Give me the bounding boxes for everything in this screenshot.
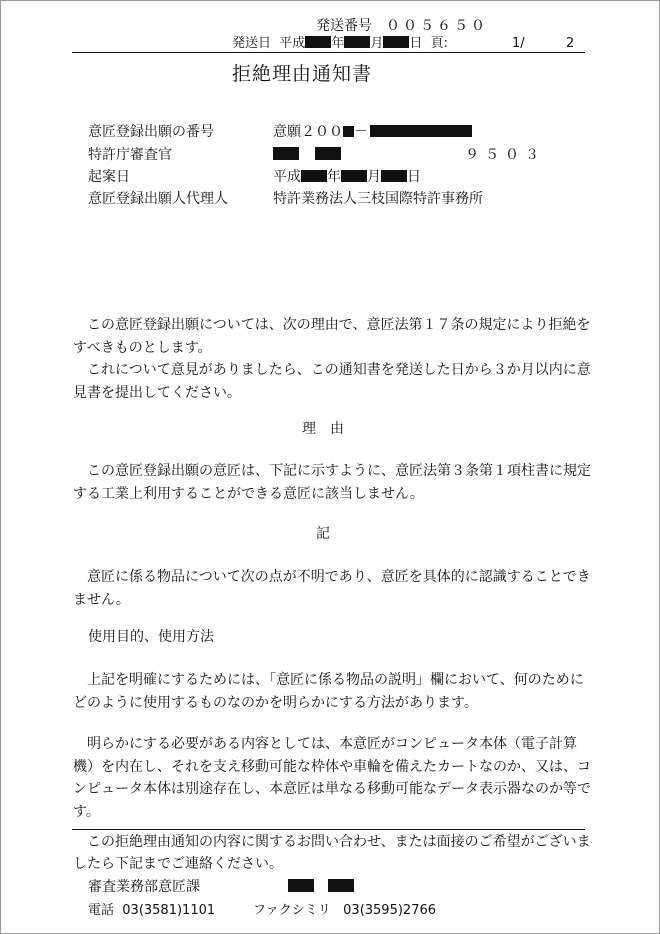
- fax-line: [253, 903, 436, 918]
- note-heading: 記: [316, 526, 330, 542]
- year-unit: 年: [331, 36, 345, 51]
- dispatch-era: 平成: [279, 36, 306, 51]
- application-number-value: [273, 124, 472, 140]
- redacted-application-serial: [370, 125, 472, 137]
- dispatch-date-line: [232, 36, 448, 51]
- contact-section: [73, 831, 593, 875]
- application-number-dash: －: [354, 124, 368, 140]
- redacted-examiner-given-name: [315, 147, 341, 160]
- dispatch-date-label: 発送日: [232, 36, 272, 51]
- redacted-examiner-surname: [273, 147, 299, 160]
- examiner-name: [273, 147, 341, 163]
- redacted-year: [305, 36, 331, 48]
- intro-paragraph-2: これについて意見がありましたら、この通知書を発送した日から３か月以内に意見書を提出してください。: [73, 362, 591, 401]
- phone-number: 03(3581)1101: [122, 903, 216, 918]
- month-unit: 月: [370, 36, 384, 51]
- page-current: 1/: [512, 36, 525, 51]
- redacted-application-year: [343, 126, 354, 137]
- intro-paragraph-1: この意匠登録出願については、次の理由で、意匠法第１７条の規定により拒絶をすべきものとします。: [73, 317, 591, 356]
- drafting-date-value: [273, 169, 421, 185]
- department-name: 審査業務部意匠課: [88, 879, 200, 895]
- phone-line: [88, 903, 215, 918]
- page-label: 頁:: [430, 36, 448, 51]
- fax-number: 03(3595)2766: [343, 903, 437, 918]
- application-number-prefix: 意願２００: [273, 124, 343, 140]
- contact-text: この拒絶理由通知の内容に関するお問い合わせ、または面接のご希望がございましたら下記までご連絡ください。: [73, 834, 591, 872]
- note-paragraph: 意匠に係る物品について次の点が不明であり、意匠を具体的に認識することできません。: [73, 569, 591, 608]
- dispatch-number: ００５６５０: [386, 18, 488, 34]
- footer-rule: [72, 829, 585, 830]
- drafting-date-label: 起案日: [88, 169, 130, 185]
- note-section: [73, 566, 593, 611]
- fax-label: ファクシミリ: [253, 903, 331, 918]
- redacted-month: [344, 36, 370, 48]
- reason-heading: 理 由: [302, 421, 344, 437]
- redacted-contact-surname: [288, 879, 314, 892]
- examiner-code: ９５０３: [465, 147, 545, 163]
- agent-value: 特許業務法人三枝国際特許事務所: [273, 191, 483, 207]
- drafting-day-unit: 日: [407, 169, 421, 185]
- detail-section-2: [73, 733, 593, 823]
- redacted-day: [383, 36, 409, 48]
- contact-person: [288, 879, 354, 895]
- reason-paragraph: この意匠登録出願の意匠は、下記に示すように、意匠法第３条第１項柱書に規定する工業上利用することができる意匠に該当しません。: [73, 463, 591, 502]
- header-rule: [72, 52, 585, 53]
- application-number-label: 意匠登録出願の番号: [88, 124, 214, 140]
- dispatch-number-line: [316, 18, 488, 34]
- agent-label: 意匠登録出願人代理人: [88, 191, 228, 207]
- drafting-era: 平成: [273, 169, 301, 185]
- redacted-contact-given-name: [328, 879, 354, 892]
- examiner-label: 特許庁審査官: [88, 147, 172, 163]
- redacted-drafting-year: [301, 170, 327, 182]
- drafting-year-unit: 年: [327, 169, 341, 185]
- day-unit: 日: [409, 36, 423, 51]
- phone-label: 電話: [88, 903, 115, 918]
- detail-paragraph-1: 上記を明確にするためには、「意匠に係る物品の説明」欄において、何のためにどのように使用するものなのかを明らかにする方法があります。: [73, 672, 584, 711]
- redacted-drafting-month: [341, 170, 367, 182]
- intro-section: [73, 314, 593, 404]
- document-title: 拒絶理由通知書: [232, 63, 373, 85]
- dispatch-number-label: 発送番号: [316, 18, 372, 34]
- page-total: 2: [566, 36, 575, 51]
- drafting-month-unit: 月: [367, 169, 381, 185]
- redacted-drafting-day: [381, 170, 407, 182]
- subheading: 使用目的、使用方法: [88, 629, 214, 645]
- detail-paragraph-2: 明らかにする必要がある内容としては、本意匠がコンピュータ本体（電子計算機）を内在し、それを支え移動可能な枠体や車輪を備えたカートなのか、又は、コンピュータ本体は別途存在し、本意匠は単なる移動可能なデータ表示器なのか等です。: [73, 736, 591, 820]
- reason-section: [73, 460, 593, 505]
- detail-section-1: [73, 669, 593, 714]
